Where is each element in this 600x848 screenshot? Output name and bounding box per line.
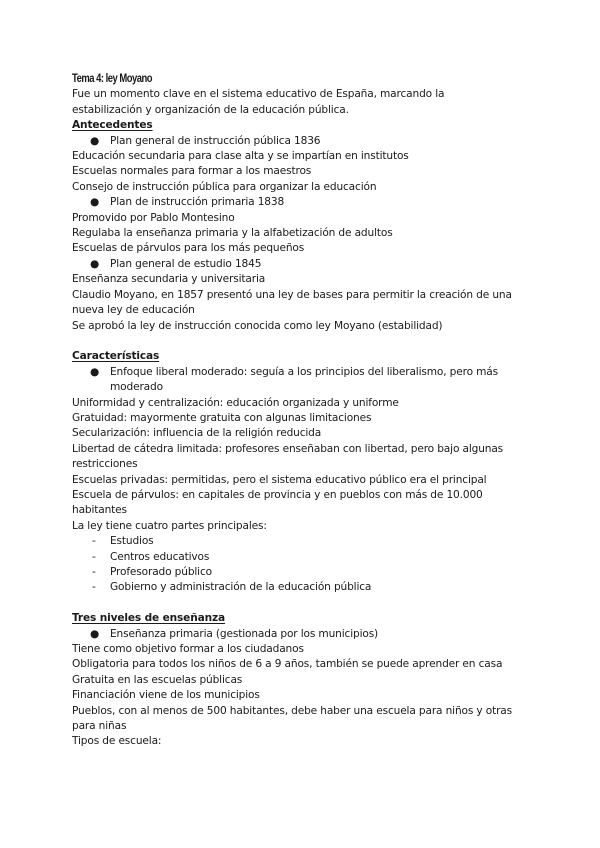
text-line: Promovido por Pablo Montesino	[72, 211, 235, 224]
dash-icon: -	[92, 535, 96, 548]
text-line: restricciones	[72, 458, 138, 471]
spacer	[72, 334, 542, 349]
bullet-item	[72, 195, 542, 210]
text-line: Educación secundaria para clase alta y se impartían en institutos	[72, 150, 409, 163]
spacer	[72, 596, 542, 611]
text-line: Obligatoria para todos los niños de 6 a 9 años, también se puede aprender en casa	[72, 658, 503, 671]
text-line: Claudio Moyano, en 1857 presentó una ley de bases para permitir la creación de una	[72, 288, 512, 301]
text-line: Escuelas de párvulos para los más pequeños	[72, 242, 305, 255]
text-line: Consejo de instrucción pública para organizar la educación	[72, 180, 377, 193]
bullet-text: Plan general de instrucción pública 1836	[110, 134, 321, 147]
bullet-icon: ●	[90, 365, 100, 378]
bullet-item	[72, 365, 542, 380]
bullet-item	[72, 257, 542, 272]
bullet-text: Plan general de estudio 1845	[110, 257, 262, 270]
bullet-icon: ●	[90, 196, 100, 209]
text-line: Escuelas privadas: permitidas, pero el sistema educativo público era el principal	[72, 473, 487, 486]
text-line: habitantes	[72, 504, 127, 517]
section-heading-caracteristicas: Características	[72, 350, 160, 363]
bullet-item-continuation	[72, 380, 542, 395]
text-line: Libertad de cátedra limitada: profesores enseñaban con libertad, pero bajo algunas	[72, 442, 504, 455]
dash-item	[72, 565, 542, 580]
bullet-text: Enfoque liberal moderado: seguía a los principios del liberalismo, pero más	[110, 365, 499, 378]
text-line: Gratuita en las escuelas públicas	[72, 673, 243, 686]
text-line: Uniformidad y centralización: educación organizada y uniforme	[72, 396, 399, 409]
section-heading-niveles: Tres niveles de enseñanza	[72, 612, 226, 625]
intro-line: estabilización y organización de la educación pública.	[72, 103, 349, 116]
dash-icon: -	[92, 565, 96, 578]
dash-item	[72, 550, 542, 565]
bullet-text: Enseñanza primaria (gestionada por los municipios)	[110, 627, 379, 640]
dash-item	[72, 534, 542, 549]
text-line: Gratuidad: mayormente gratuita con algunas limitaciones	[72, 411, 372, 424]
text-line: Pueblos, con al menos de 500 habitantes, debe haber una escuela para niños y otras	[72, 704, 513, 717]
dash-text: Centros educativos	[110, 550, 210, 563]
text-line: Financiación viene de los municipios	[72, 689, 260, 702]
dash-text: Profesorado público	[110, 565, 212, 578]
text-line: Secularización: influencia de la religión reducida	[72, 427, 322, 440]
text-line: para niñas	[72, 720, 127, 733]
dash-item	[72, 580, 542, 595]
text-line: nueva ley de educación	[72, 304, 195, 317]
bullet-item	[72, 627, 542, 642]
text-line: Se aprobó la ley de instrucción conocida como ley Moyano (estabilidad)	[72, 319, 443, 332]
document-title: Tema 4: ley Moyano	[72, 73, 153, 85]
text-line: La ley tiene cuatro partes principales:	[72, 519, 267, 532]
text-line: Escuelas normales para formar a los maestros	[72, 165, 312, 178]
bullet-text: Plan de instrucción primaria 1838	[110, 196, 285, 209]
bullet-icon: ●	[90, 627, 100, 640]
bullet-item	[72, 134, 542, 149]
bullet-icon: ●	[90, 257, 100, 270]
dash-icon: -	[92, 550, 96, 563]
dash-icon: -	[92, 581, 96, 594]
text-line: Tipos de escuela:	[72, 735, 162, 748]
text-line: Regulaba la enseñanza primaria y la alfabetización de adultos	[72, 227, 393, 240]
section-heading-antecedentes: Antecedentes	[72, 119, 153, 132]
dash-text: Estudios	[110, 535, 154, 548]
document-page	[72, 72, 542, 750]
text-line: Escuela de párvulos: en capitales de provincia y en pueblos con más de 10.000	[72, 488, 483, 501]
dash-text: Gobierno y administración de la educación pública	[110, 581, 372, 594]
bullet-text: moderado	[110, 381, 163, 394]
bullet-icon: ●	[90, 134, 100, 147]
intro-line: Fue un momento clave en el sistema educativo de España, marcando la	[72, 88, 445, 101]
text-line: Tiene como objetivo formar a los ciudadanos	[72, 643, 304, 655]
text-line: Enseñanza secundaria y universitaria	[72, 273, 266, 286]
